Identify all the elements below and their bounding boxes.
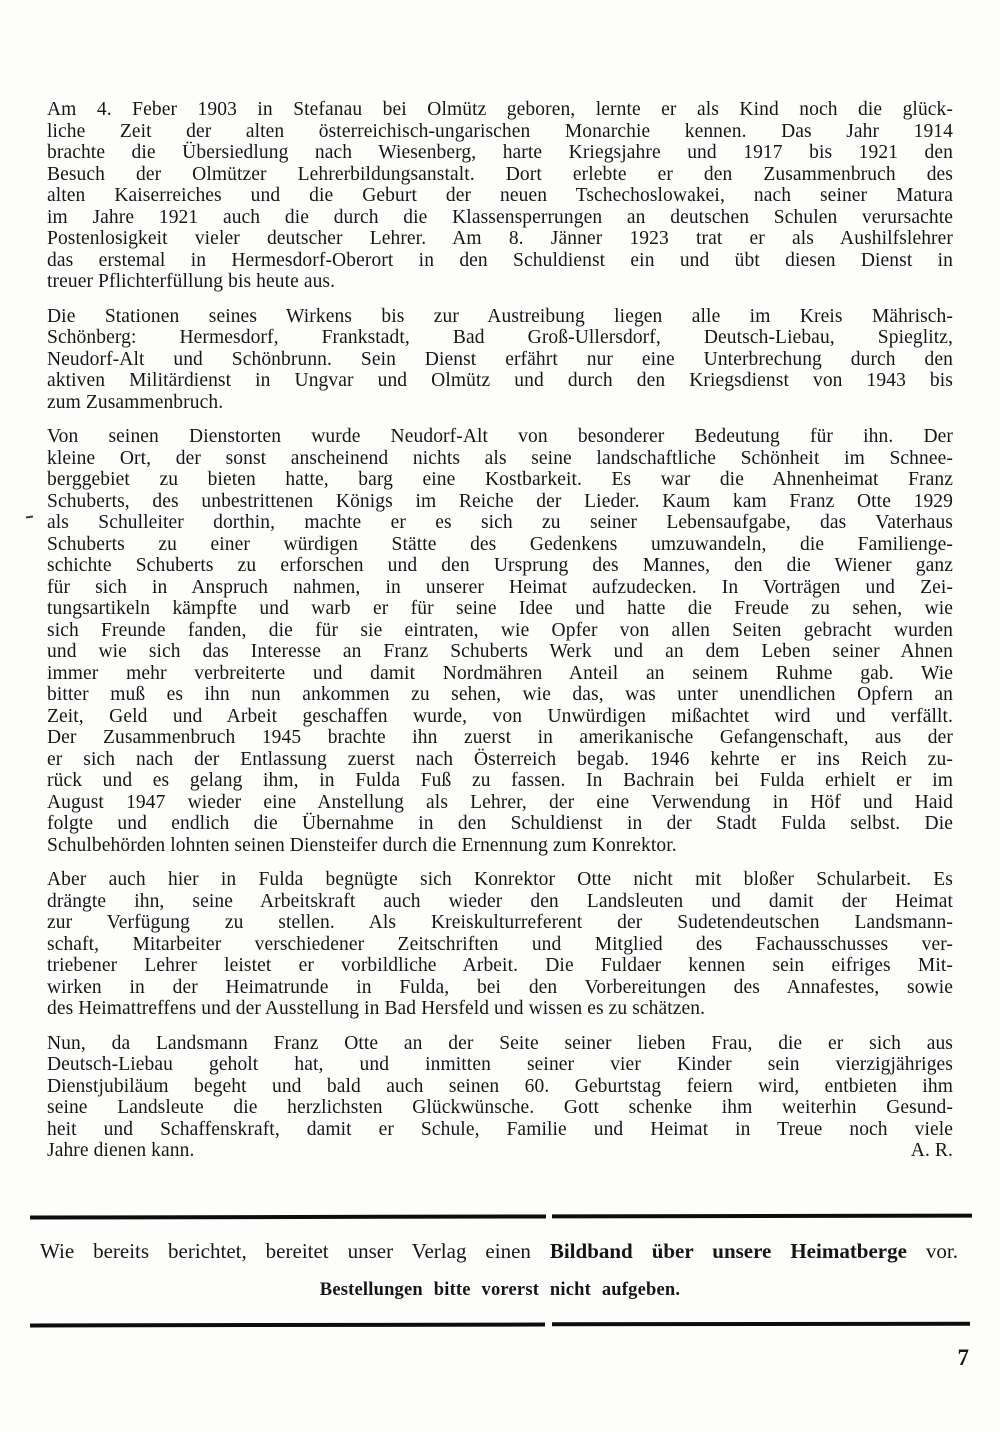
text-line: als Schulleiter dorthin, machte er es sich zu seiner Lebensaufgabe, das Vaterhaus (47, 512, 953, 533)
text-line: Die Stationen seines Wirkens bis zur Austreibung liegen alle im Kreis Mährisch- (47, 305, 953, 327)
notice-book-title: Bildband über unsere Heimatberge (549, 1239, 907, 1263)
text-line: bitter muß es ihn nun ankommen zu sehen, wie das, was unter unendlichen Opfern an (47, 684, 953, 705)
text-line: Deutsch-Liebau geholt hat, und inmitten seiner vier Kinder sein vierzigjähriges (47, 1054, 953, 1075)
text-line: er sich nach der Entlassung zuerst nach Österreich begab. 1946 kehrte er ins Reich zu- (47, 748, 953, 770)
text-line: das erstemal in Hermesdorf-Oberort in den Schuldienst ein und übt diesen Dienst in (47, 249, 953, 271)
text-line: Der Zusammenbruch 1945 brachte ihn zuerst in amerikanische Gefangenschaft, aus der (47, 727, 953, 748)
notice-text-suffix: vor. (906, 1239, 958, 1263)
divider-top-left-segment (30, 1214, 546, 1219)
text-line: sich Freunde fanden, die für sie eintraten, wie Opfer von allen Seiten gebracht wurden (47, 619, 953, 641)
text-line: Dienstjubiläum begeht und bald auch seinen 60. Geburtstag feiern wird, entbieten ihm (47, 1075, 953, 1097)
text-line: Am 4. Feber 1903 in Stefanau bei Olmütz geboren, lernte er als Kind noch die glück- (47, 99, 953, 120)
text-line: Postenlosigkeit vieler deutscher Lehrer. Am 8. Jänner 1923 trat er als Aushilfslehrer (47, 228, 953, 249)
paragraph (47, 869, 953, 1020)
divider-top-right-segment (552, 1214, 972, 1219)
text-line: wirken in der Heimatrunde in Fulda, bei den Vorbereitungen des Annafestes, sowie (47, 976, 953, 998)
text-line: schichte Schuberts zu erforschen und den Ursprung des Mannes, den die Wiener ganz (47, 555, 953, 576)
article-body (47, 99, 953, 1162)
paragraph (47, 1033, 953, 1162)
text-line: triebener Lehrer leistet er vorbildliche Arbeit. Die Fuldaer kennen sein eifriges Mit- (47, 955, 953, 976)
closing-line (47, 1140, 953, 1162)
text-line: Schönberg: Hermesdorf, Frankstadt, Bad Groß-Ullersdorf, Deutsch-Liebau, Spieglitz, (47, 327, 953, 348)
text-line: seine Landsleute die herzlichsten Glückwünsche. Gott schenke ihm weiterhin Gesund- (47, 1097, 953, 1118)
text-line: Aber auch hier in Fulda begnügte sich Konrektor Otte nicht mit bloßer Schularbeit. Es (47, 869, 953, 890)
order-instruction: Bestellungen bitte vorerst nicht aufgeben. (319, 1280, 681, 1300)
text-line: treuer Pflichterfüllung bis heute aus. (47, 271, 336, 292)
text-line: schaft, Mitarbeiter verschiedener Zeitschriften und Mitglied des Fachausschusses ver- (47, 933, 953, 955)
text-line: heit und Schaffenskraft, damit er Schule, Familie und Heimat in Treue noch viele (47, 1118, 953, 1140)
text-line: zur Verfügung zu stellen. Als Kreiskulturreferent der Sudetendeutschen Landsmann- (47, 912, 953, 933)
text-line: folgte und endlich die Übernahme in den Schuldienst in der Stadt Fulda selbst. Die (47, 813, 953, 834)
text-line: im Jahre 1921 auch die durch die Klassensperrungen an deutschen Schulen verursachte (47, 206, 953, 228)
page-number: 7 (957, 1345, 969, 1370)
text-line: tungsartikeln kämpfte und warb er für seine Idee und hatte die Freude zu sehen, wie (47, 598, 953, 619)
text-line: Zeit, Geld und Arbeit geschaffen wurde, von Unwürdigen mißachtet wird und verfällt. (47, 705, 953, 727)
notice-text-prefix: Wie bereits berichtet, bereitet unser Verlag einen (40, 1239, 550, 1263)
text-line: alten Kaiserreiches und die Geburt der neuen Tschechoslowakei, nach seiner Matura (47, 185, 953, 206)
text-line: Von seinen Dienstorten wurde Neudorf-Alt von besonderer Bedeutung für ihn. Der (47, 426, 953, 447)
text-line: für sich in Anspruch nahmen, in unserer Heimat aufzudecken. In Vorträgen und Zei- (47, 576, 953, 598)
text-line: aktiven Militärdienst in Ungvar und Olmütz und durch den Kriegsdienst von 1943 bis (47, 370, 953, 391)
text-line: immer mehr verbreiterte und damit Nordmähren Anteil an seinem Ruhme gab. Wie (47, 662, 953, 684)
divider-bottom-left-segment (30, 1323, 545, 1328)
text-line: zum Zusammenbruch. (47, 391, 224, 413)
text-line: kleine Ort, der sonst anscheinend nichts als seine landschaftliche Schönheit im Schnee- (47, 447, 953, 469)
scan-artifact-dash (26, 516, 33, 519)
closing-text: Jahre dienen kann. (47, 1140, 195, 1161)
text-line: brachte die Übersiedlung nach Wiesenberg, harte Kriegsjahre und 1917 bis 1921 den (47, 142, 953, 163)
text-line: Schuberts zu einer würdigen Stätte des Gedenkens umzuwandeln, die Familienge- (47, 533, 953, 555)
text-line: August 1947 wieder eine Anstellung als Lehrer, der eine Verwendung in Höf und Haid (47, 791, 953, 813)
author-initials: A. R. (910, 1140, 953, 1161)
text-line: liche Zeit der alten österreichisch-ungarischen Monarchie kennen. Das Jahr 1914 (47, 120, 953, 142)
text-line: des Heimattreffens und der Ausstellung in Bad Hersfeld und wissen es zu schätzen. (47, 998, 706, 1019)
text-line: Neudorf-Alt und Schönbrunn. Sein Dienst erfährt nur eine Unterbrechung durch den (47, 348, 953, 370)
text-line: und wie sich das Interesse an Franz Schuberts Werk und an dem Leben seiner Ahnen (47, 641, 953, 662)
paragraph (47, 426, 953, 856)
publisher-notice (40, 1239, 958, 1263)
text-line: Schuberts, des unbestrittenen Königs im Reiche der Lieder. Kaum kam Franz Otte 1929 (47, 490, 953, 512)
paragraph (47, 306, 953, 414)
text-line: Nun, da Landsmann Franz Otte an der Seite seiner lieben Frau, die er sich aus (47, 1032, 953, 1054)
divider-bottom-right-segment (552, 1322, 970, 1327)
text-line: drängte ihn, seine Arbeitskraft auch wieder den Landsleuten und damit der Heimat (47, 890, 953, 912)
text-line: berggebiet zu bieten hatte, barg eine Kostbarkeit. Es war die Ahnenheimat Franz (47, 469, 953, 490)
text-line: Besuch der Olmützer Lehrerbildungsanstalt. Dort erlebte er den Zusammenbruch des (47, 163, 953, 185)
paragraph (47, 99, 953, 293)
text-line: rück und es gelang ihm, in Fulda Fuß zu fassen. In Bachrain bei Fulda erhielt er im (47, 770, 953, 791)
text-line: Schulbehörden lohnten seinen Diensteifer durch die Ernennung zum Konrektor. (47, 834, 677, 856)
